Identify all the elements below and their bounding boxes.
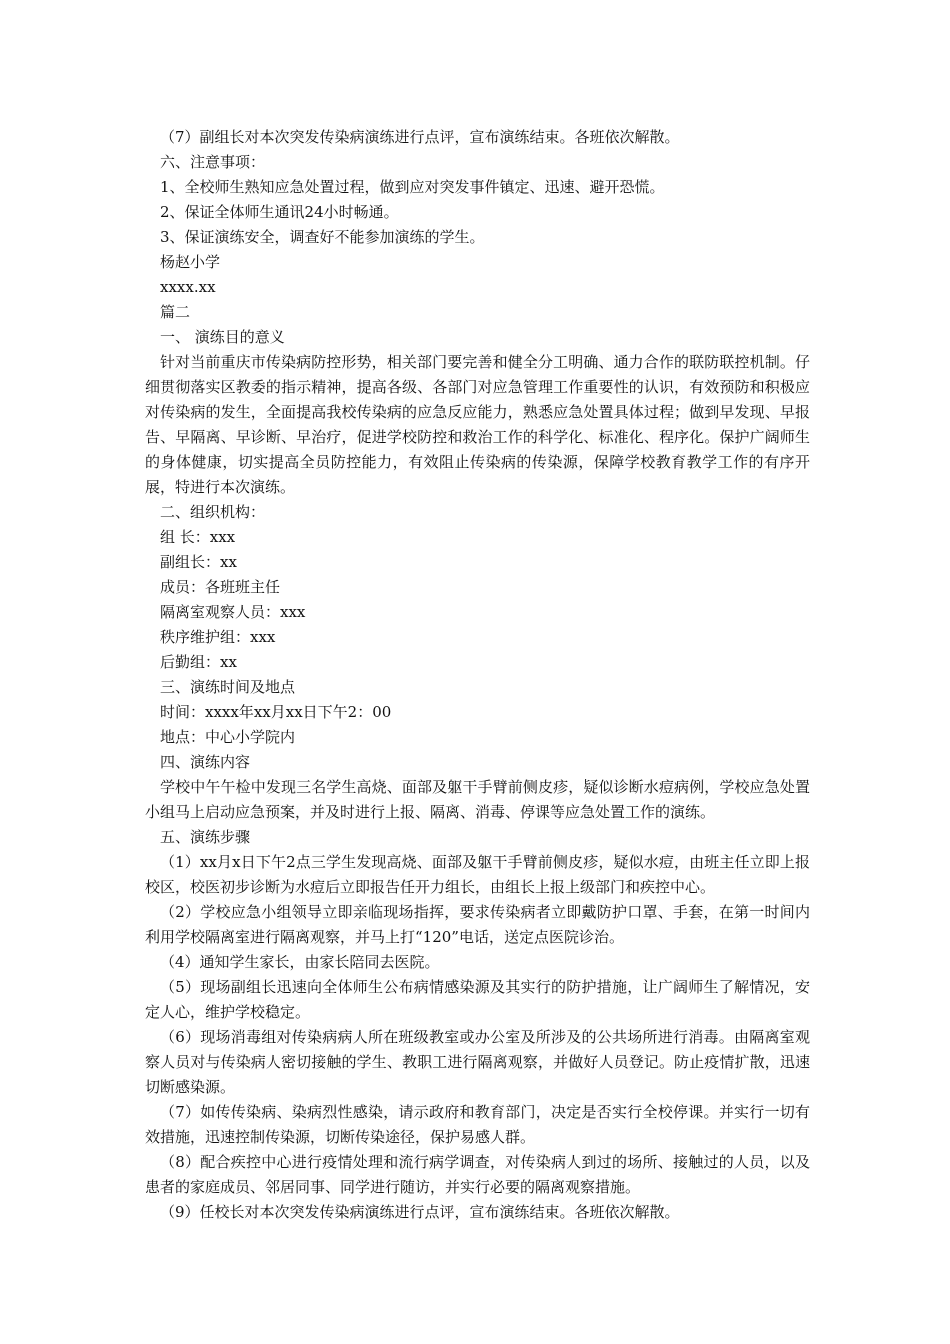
step-2: （2）学校应急小组领导立即亲临现场指挥，要求传染病者立即戴防护口罩、手套，在第一时间内利用学校隔离室进行隔离观察，并马上打“120”电话，送定点医院诊治。 [145,903,810,946]
org-order-team: 秩序维护组：xxx [160,628,276,646]
organization-heading: 二、组织机构： [160,503,266,521]
document-body [145,125,810,1225]
school-signature: 杨赵小学 [160,253,221,271]
step-8: （8）配合疾控中心进行疫情处理和流行病学调查，对传染病人到过的场所、接触过的人员，以及患者的家庭成员、邻居同事、同学进行随访，并实行必要的隔离观察措施。 [145,1153,810,1196]
step-6: （6）现场消毒组对传染病病人所在班级教室或办公室及所涉及的公共场所进行消毒。由隔离室观察人员对与传染病人密切接触的学生、教职工进行隔离观察，并做好人员登记。防止疫情扩散，迅速切断感染源。 [145,1028,810,1096]
org-isolation-observer: 隔离室观察人员：xxx [160,603,306,621]
steps-heading: 五、演练步骤 [160,828,251,846]
signature-date: xxxx.xx [160,278,216,296]
drill-place: 地点：中心小学院内 [160,728,296,746]
org-leader: 组 长：xxx [160,528,236,546]
step-1: （1）xx月x日下午2点三学生发现高烧、面部及躯干手臂前侧皮疹，疑似水痘，由班主任立即上报校区，校医初步诊断为水痘后立即报告任开力组长，由组长上报上级部门和疾控中心。 [145,853,810,896]
org-members: 成员：各班班主任 [160,578,281,596]
content-paragraph: 学校中午午检中发现三名学生高烧、面部及躯干手臂前侧皮疹，疑似诊断水痘病例，学校应急处置小组马上启动应急预案，并及时进行上报、隔离、消毒、停课等应急处置工作的演练。 [145,778,810,821]
step-5: （5）现场副组长迅速向全体师生公布病情感染源及其实行的防护措施，让广阔师生了解情况，安定人心，维护学校稳定。 [145,978,810,1021]
part-two-heading: 篇二 [160,303,191,321]
step-9: （9）任校长对本次突发传染病演练进行点评，宣布演练结束。各班依次解散。 [160,1203,680,1221]
step-7: （7）如传传染病、染病烈性感染，请示政府和教育部门，决定是否实行全校停课。并实行一切有效措施，迅速控制传染源，切断传染途径，保护易感人群。 [145,1103,810,1146]
purpose-heading: 一、 演练目的意义 [160,328,285,346]
content-heading: 四、演练内容 [160,753,251,771]
org-logistics-team: 后勤组：xx [160,653,237,671]
note-2: 2、保证全体师生通讯24小时畅通。 [160,203,399,221]
note-1: 1、全校师生熟知应急处置过程，做到应对突发事件镇定、迅速、避开恐慌。 [160,178,665,196]
purpose-paragraph: 针对当前重庆市传染病防控形势，相关部门要完善和健全分工明确、通力合作的联防联控机制。仔细贯彻落实区教委的指示精神，提高各级、各部门对应急管理工作重要性的认识，有效预防和积极应对传染病的发生，全面提高我校传染病的应急反应能力，熟悉应急处置具体过程；做到早发现、早报告、早隔离、早诊断、早治疗，促进学校防控和救治工作的科学化、标准化、程序化。保护广阔师生的身体健康，切实提高全员防控能力，有效阻止传染病的传染源，保障学校教育教学工作的有序开展，特进行本次演练。 [145,353,810,496]
drill-time: 时间：xxxx年xx月xx日下午2：00 [160,703,392,721]
previous-step-7: （7）副组长对本次突发传染病演练进行点评，宣布演练结束。各班依次解散。 [160,128,680,146]
note-3: 3、保证演练安全，调查好不能参加演练的学生。 [160,228,485,246]
notes-heading: 六、注意事项： [160,153,266,171]
step-4: （4）通知学生家长，由家长陪同去医院。 [160,953,440,971]
time-place-heading: 三、演练时间及地点 [160,678,296,696]
org-deputy-leader: 副组长：xx [160,553,237,571]
